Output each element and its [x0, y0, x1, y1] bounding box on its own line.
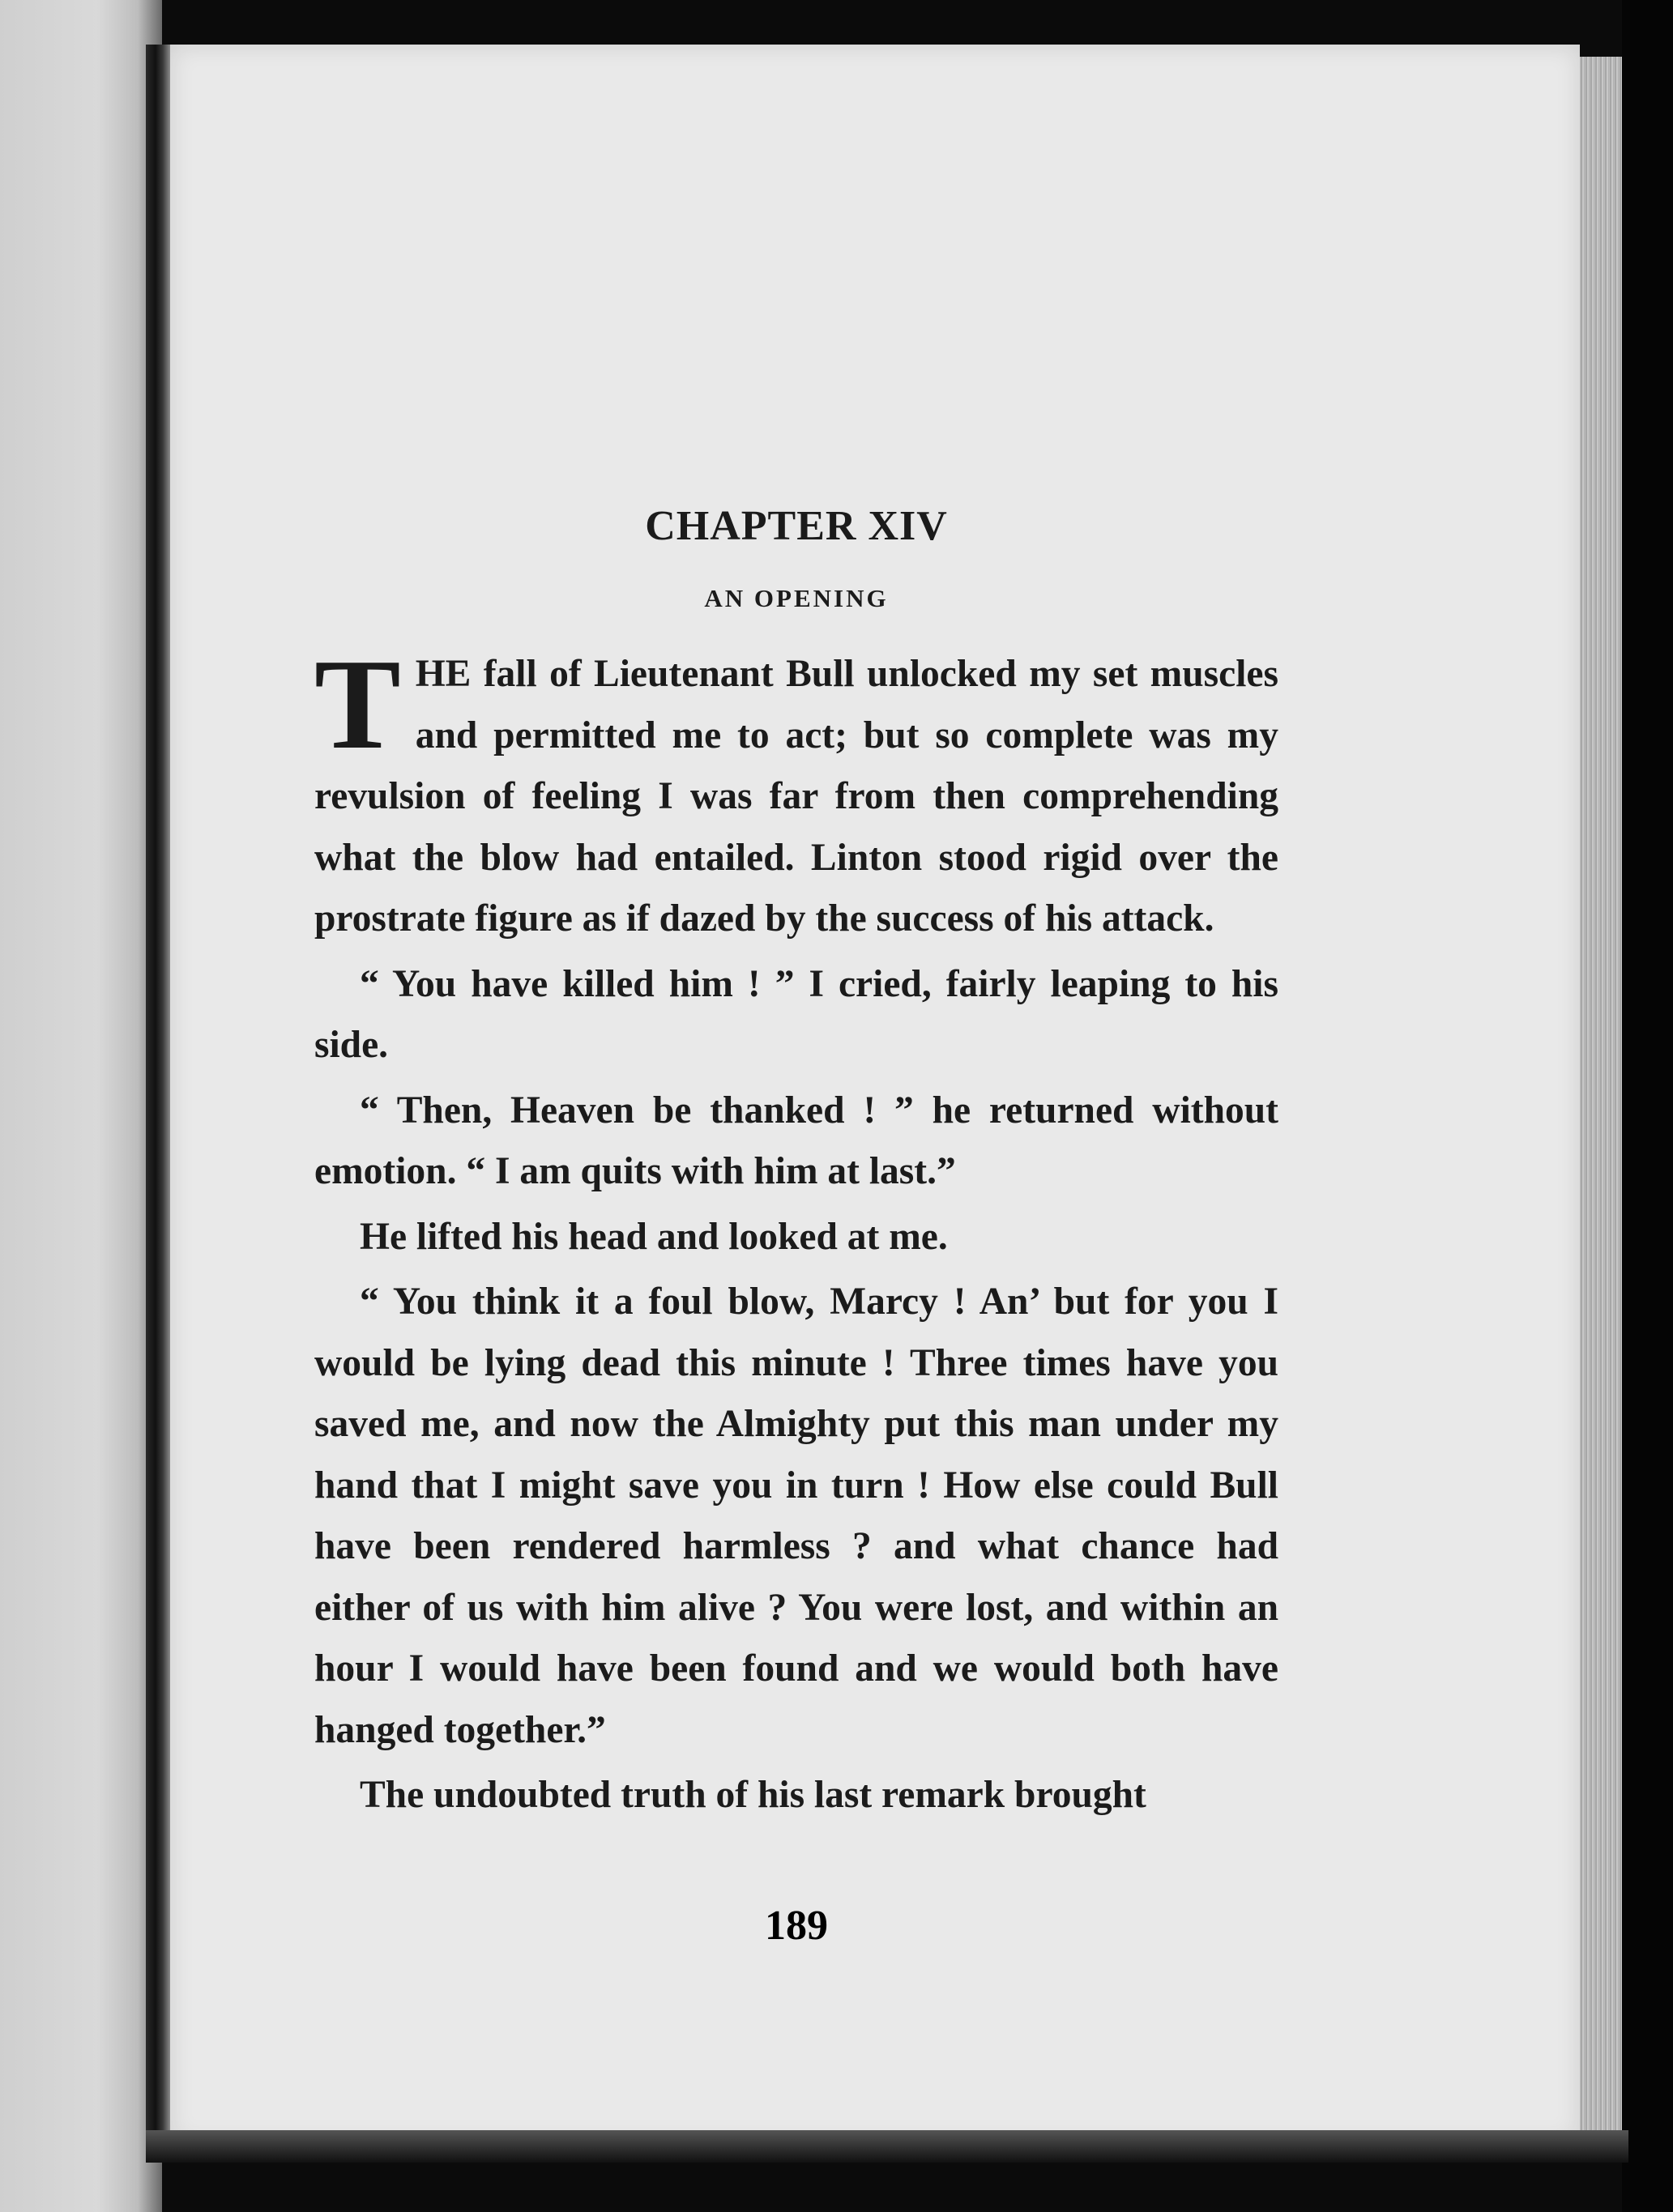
drop-cap: T — [314, 632, 401, 776]
paragraph: He lifted his head and looked at me. — [360, 1215, 948, 1258]
paragraph: “ You think it a foul blow, Marcy ! An’ but for you I would be lying dead this minute ! Three times have you saved me, and now the Almighty put this man under my hand that I might save you in turn ! How else could Bull have been rendered harmless ? and what chance had either of us with him alive ? You were lost, and within an hour I would have been found and we would both have hanged together.” — [314, 1281, 1278, 1751]
paragraph: “ You have killed him ! ” I cried, fairly leaping to his side. — [314, 962, 1278, 1066]
paragraph-text: HE fall of Lieutenant Bull unlocked my set muscles and permitted me to act; but so complete was my revulsion of feeling I was far from then comprehending what the blow had entailed. Linton stood rigid over the prostrate figure as if dazed by the success of his attack. — [314, 653, 1278, 940]
page-bottom-shadow — [146, 2130, 1628, 2163]
scan-background — [1622, 0, 1673, 2212]
chapter-subtitle: AN OPENING — [704, 584, 889, 612]
page-content — [314, 502, 1278, 1831]
facing-page-edge — [0, 0, 162, 2212]
paragraph: “ Then, Heaven be thanked ! ” he returned without emotion. “ I am quits with him at last.” — [314, 1089, 1278, 1192]
book-gutter — [146, 45, 170, 2134]
chapter-body — [314, 632, 1278, 1826]
paragraph: The undoubted truth of his last remark brought — [360, 1774, 1146, 1816]
chapter-title: CHAPTER XIV — [645, 503, 948, 549]
page-number: 189 — [765, 1903, 828, 1949]
paragraph — [314, 632, 1278, 950]
page-edges — [1580, 57, 1622, 2130]
